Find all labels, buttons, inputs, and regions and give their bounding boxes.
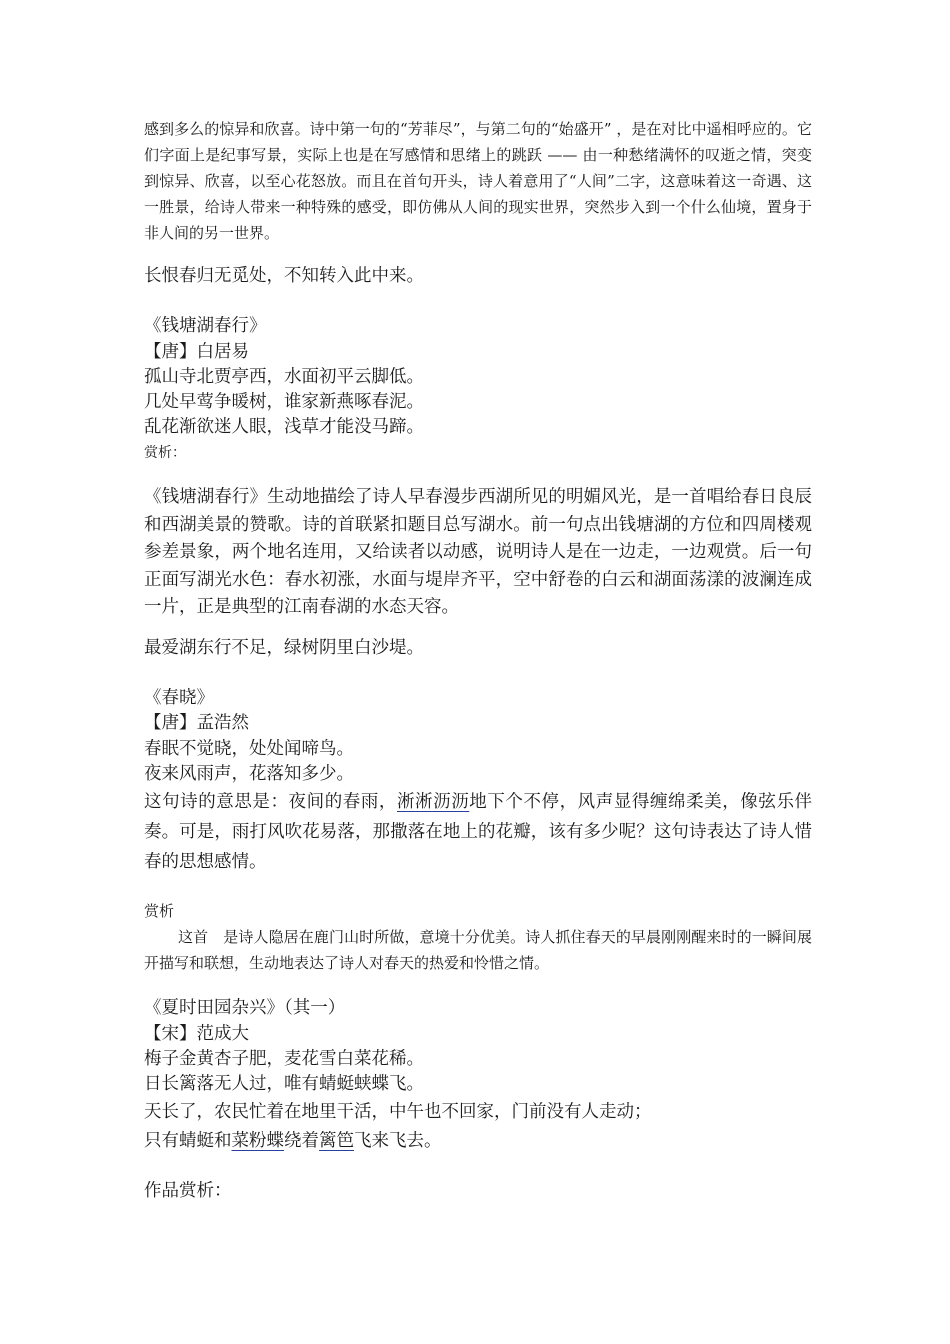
poem3-analysis-label: 赏析 bbox=[144, 902, 175, 920]
poem3-analysis: 这首 是诗人隐居在鹿门山时所做，意境十分优美。诗人抓住春天的早晨刚刚醒来时的一瞬间展开描写和联想，生动地表达了诗人对春天的热爱和怜惜之情。 bbox=[144, 928, 812, 972]
poem3-meaning-text: 地下个不停，风声显得缠绵柔美，像弦乐伴奏。可是，雨打风吹花易落，那撒落在地上的花瓣，该有多少呢？这句诗表达了诗人惜春的思想感情。 bbox=[144, 792, 813, 872]
poem4-translation-text: 飞来飞去。 bbox=[354, 1131, 442, 1151]
poem3-meaning bbox=[144, 787, 812, 877]
poem2-title: 《钱塘湖春行》 bbox=[144, 316, 267, 336]
poem4-author: 【宋】范成大 bbox=[144, 1024, 249, 1044]
poem2-analysis: 《钱塘湖春行》生动地描绘了诗人早春漫步西湖所见的明媚风光，是一首唱给春日良辰和西湖美景的赞歌。诗的首联紧扣题目总写湖水。前一句点出钱塘湖的方位和四周楼观参差景象，两个地名连用，又给读者以动感，说明诗人是在一边走，一边观赏。后一句正面写湖光水色：春水初涨，水面与堤岸齐平，空中舒卷的白云和湖面荡漾的波澜连成一片，正是典型的江南春湖的水态天容。 bbox=[144, 487, 812, 617]
poem2-analysis-label: 赏析： bbox=[144, 445, 186, 461]
poem2-line: 几处早莺争暖树，谁家新燕啄春泥。 bbox=[144, 392, 424, 412]
poem4-title: 《夏时田园杂兴》（其一） bbox=[144, 998, 346, 1018]
poem2-author: 【唐】白居易 bbox=[144, 342, 249, 362]
link-xixilili[interactable]: 淅淅沥沥 bbox=[396, 792, 470, 812]
poem4-translation-line bbox=[144, 1127, 812, 1155]
poem4-analysis-label: 作品赏析： bbox=[144, 1181, 232, 1201]
poem3-line: 夜来风雨声，花落知多少。 bbox=[144, 764, 354, 784]
poem1-closing-line: 长恨春归无觅处，不知转入此中来。 bbox=[144, 266, 424, 286]
poem2-closing-line: 最爱湖东行不足，绿树阴里白沙堤。 bbox=[144, 638, 424, 658]
poem4-translation-line: 天长了，农民忙着在地里干活，中午也不回家，门前没有人走动； bbox=[144, 1102, 652, 1122]
poem3-line: 春眠不觉晓，处处闻啼鸟。 bbox=[144, 739, 354, 759]
poem2-line: 乱花渐欲迷人眼，浅草才能没马蹄。 bbox=[144, 417, 424, 437]
poem4-translation-text: 只有蜻蜓和 bbox=[144, 1131, 232, 1151]
intro-paragraph: 感到多么的惊异和欣喜。诗中第一句的“芳菲尽”，与第二句的“始盛开” ，是在对比中遥相呼应的。它们字面上是纪事写景，实际上也是在写感情和思绪上的跳跃 —— 由一种愁绪满怀的叹逝之情，突变到惊异、欣喜，以至心花怒放。而且在首句开头，诗人着意用了“人间”二字，这意味着这一奇遇、这一胜景，给诗人带来一种特殊的感受，即仿佛从人间的现实世界，突然步入到一个什么仙境，置身于非人间的另一世界。 bbox=[144, 120, 812, 242]
poem2-line: 孤山寺北贾亭西，水面初平云脚低。 bbox=[144, 367, 424, 387]
poem3-meaning-text: 这句诗的意思是：夜间的春雨， bbox=[144, 792, 397, 812]
poem4-line: 日长篱落无人过，唯有蜻蜓蛱蝶飞。 bbox=[144, 1074, 424, 1094]
poem4-translation-text: 绕着 bbox=[284, 1131, 319, 1151]
link-caifendie[interactable]: 菜粉蝶 bbox=[231, 1131, 284, 1151]
poem3-author: 【唐】孟浩然 bbox=[144, 713, 249, 733]
link-liba[interactable]: 篱笆 bbox=[319, 1131, 354, 1151]
poem4-line: 梅子金黄杏子肥，麦花雪白菜花稀。 bbox=[144, 1049, 424, 1069]
poem3-title: 《春晓》 bbox=[144, 688, 214, 708]
